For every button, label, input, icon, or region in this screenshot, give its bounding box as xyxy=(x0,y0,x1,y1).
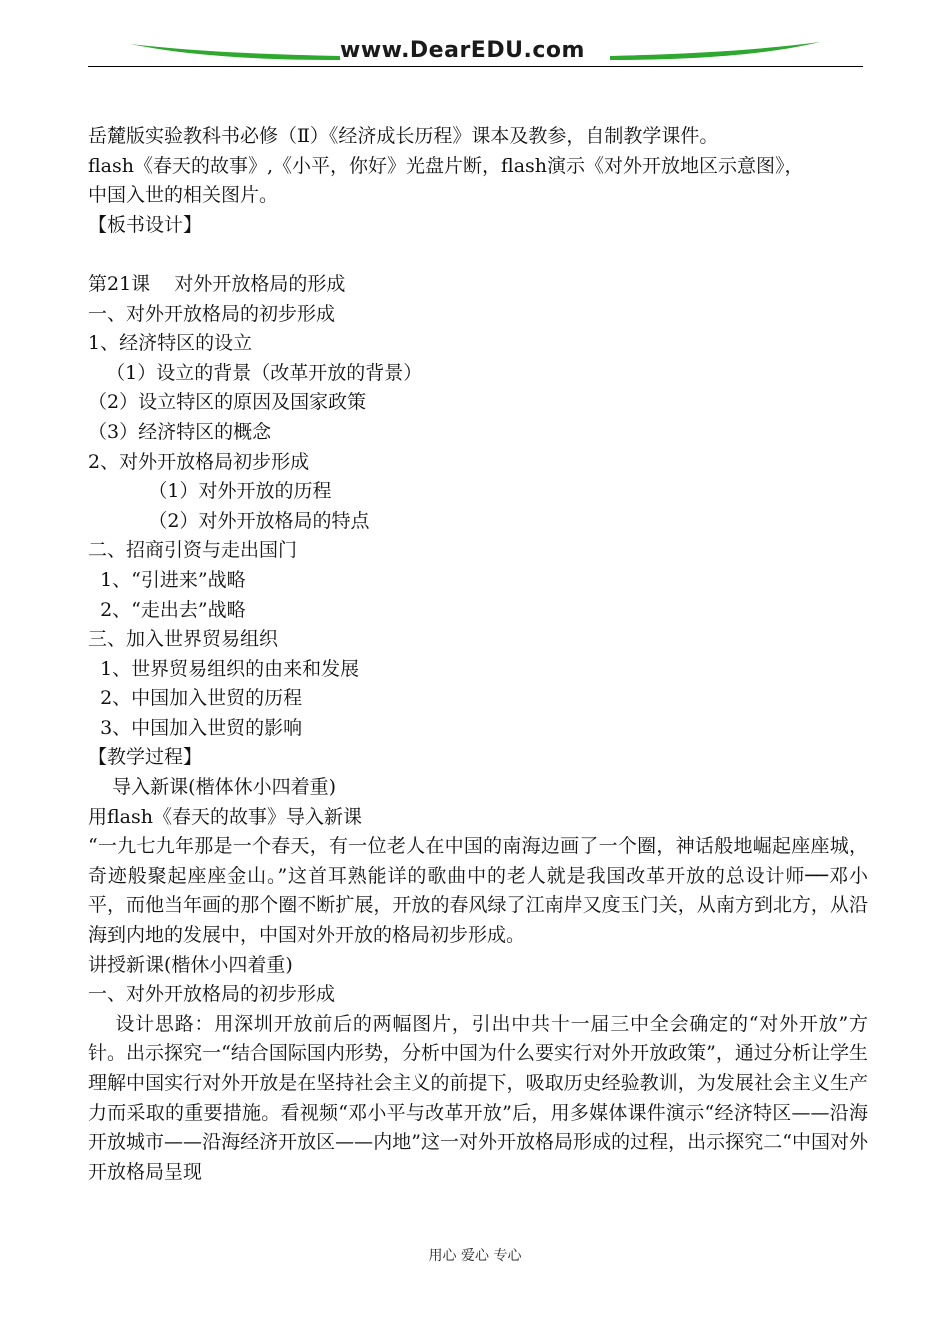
text-line: 中国入世的相关图片。 xyxy=(88,184,279,207)
outline-item: 二、招商引资与走出国门 xyxy=(88,539,298,562)
outline-item: 2、“走出去”战略 xyxy=(88,598,246,621)
outline-item: 三、加入世界贸易组织 xyxy=(88,628,279,651)
header-rule xyxy=(88,66,863,67)
outline-item: （2）对外开放格局的特点 xyxy=(88,509,370,532)
page-header xyxy=(0,30,950,76)
outline-item: 一、对外开放格局的初步形成 xyxy=(88,302,336,325)
text-line: 岳麓版实验教科书必修（Ⅱ）《经济成长历程》课本及教参，自制教学课件。 xyxy=(88,125,719,147)
text-line: 讲授新课(楷休小四着重) xyxy=(88,953,293,976)
outline-item: （1）设立的背景（改革开放的背景） xyxy=(88,361,423,384)
intro-paragraph: “一九七九年那是一个春天，有一位老人在中国的南海边画了一个圈，神话般地崛起座座城，奇迹般聚起座座金山。”这首耳熟能详的歌曲中的老人就是我国改革开放的总设计师──邓小平，而他当年画的那个圈不断扩展，开放的春风绿了江南岸又度玉门关，从南方到北方，从沿海到内地的发展中，中国对外开放的格局初步形成。 xyxy=(88,835,868,947)
text-line: 导入新课(楷体休小四着重) xyxy=(88,776,336,799)
section-heading: 【教学过程】 xyxy=(88,746,203,769)
design-paragraph: 设计思路：用深圳开放前后的两幅图片，引出中共十一届三中全会确定的“对外开放”方针。出示探究一“结合国际国内形势，分析中国为什么要实行对外开放政策”，通过分析让学生理解中国实行对外开放是在坚持社会主义的前提下，吸取历史经验教训，为发展社会主义生产力而采取的重要措施。看视频“邓小平与改革开放”后，用多媒体课件演示“经济特区——沿海开放城市——沿海经济开放区——内地”这一对外开放格局形成的过程，出示探究二“中国对外开放格局呈现 xyxy=(88,1012,868,1183)
text-line: 一、对外开放格局的初步形成 xyxy=(88,983,336,1006)
site-logo: www.DearEDU.com xyxy=(340,38,585,63)
lesson-title: 第21课 对外开放格局的形成 xyxy=(88,272,346,295)
section-heading: 【板书设计】 xyxy=(88,213,203,236)
text-line: 用flash《春天的故事》导入新课 xyxy=(88,805,362,828)
document-body xyxy=(88,122,868,1187)
outline-item: （1）对外开放的历程 xyxy=(88,480,332,503)
text-line: flash《春天的故事》,《小平，你好》光盘片断，flash演示《对外开放地区示意图》， xyxy=(88,154,804,177)
outline-item: （3）经济特区的概念 xyxy=(88,420,272,443)
page-footer: 用心 爱心 专心 xyxy=(428,1248,522,1264)
outline-item: 1、世界贸易组织的由来和发展 xyxy=(88,657,360,680)
blank-line xyxy=(88,240,868,270)
outline-item: 2、对外开放格局初步形成 xyxy=(88,450,310,473)
outline-item: （2）设立特区的原因及国家政策 xyxy=(88,391,367,414)
outline-item: 1、“引进来”战略 xyxy=(88,568,246,591)
outline-item: 1、经济特区的设立 xyxy=(88,332,253,355)
outline-item: 2、中国加入世贸的历程 xyxy=(88,687,303,710)
outline-item: 3、中国加入世贸的影响 xyxy=(88,716,303,739)
